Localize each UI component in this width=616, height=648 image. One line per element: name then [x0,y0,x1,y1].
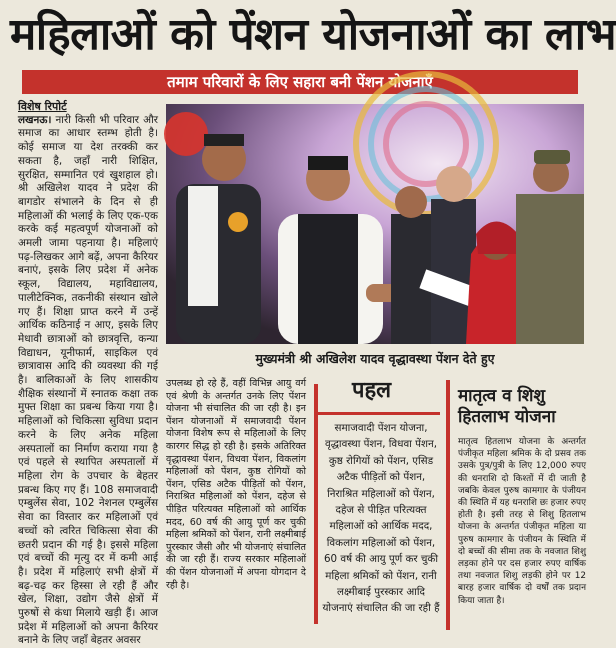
subheadline-banner: तमाम परिवारों के लिए सहारा बनी पेंशन योजनाएँ [22,70,578,94]
pahal-title: पहल [352,378,392,403]
news-photo [166,104,584,344]
headline: महिलाओं को पेंशन योजनाओं का लाभ [10,9,616,60]
byline: विशेष रिपोर्ट [18,100,67,113]
left-column [18,100,158,647]
left-column-text: नारी किसी भी परिवार और समाज का आधार स्तम्भ होती है। कोई समाज या देश तरक्की कर सकता है, जहाँ नारी शिक्षित, सुरक्षित, सम्मानित एवं खुशहाल हो। श्री अखिलेश यादव ने प्रदेश की बागडोर संभालने के दिन से ही महिलाओं की भलाई के लिए एक-एक करके कई महत्वपूर्ण योजनाओं को अमली जामा पहनाया है। महिलाएं पढ़-लिखकर आगे बढ़ें, अपना कैरियर बनाएं, इसके लिए प्रदेश में अनेक स्कूल, विद्यालय, महाविद्यालय, पालीटेक्निक, तकनीकी संस्थान खोले गए हैं। शिक्षा प्राप्त करने में उन्हें आर्थिक कठिनाई न आए, इसके लिए मेधावी छात्राओं को छात्रवृत्ति, कन्या विद्याधन, यूनीफार्म, साइकिल एवं छात्रावास आदि की व्यवस्था की गई है। बालिकाओं के लिए शासकीय शैक्षिक संस्थानों में स्नातक कक्षा तक मुफ्त शिक्षा का प्रबन्ध किया गया है। महिलाओं को चिकित्सा सुविधा प्रदान करने के लिए अनेक महिला अस्पतालों का निर्माण कराया गया है एवं पहले से स्थापित अस्पतालों में महिला रोग के उपचार के बेहतर प्रबन्ध किए गए हैं। 108 समाजवादी एम्बुलेंस सेवा, 102 नेशनल एम्बुलेंस सेवा का विस्तार कर महिलाओं एवं बच्चों को त्वरित चिकित्सा सेवा की छतरी प्रदान की गई है। इससे महिला एवं बच्चों की मृत्यु दर में कमी आई है। प्रदेश में महिलाएं सभी क्षेत्रों में बढ़-चढ़ कर हिस्सा ले रही हैं और खेल, शिक्षा, उद्योग जैसे क्षेत्रों में पुरुषों से कंधा मिलाये खड़ी हैं। आज प्रदेश में महिलाओं को अपना कैरियर बनाने के लिए जहाँ बेहतर अवसर [18,113,158,647]
pahal-box-left-rule [314,384,318,624]
left-column-paragraph [18,114,158,648]
maternity-box-left-rule [446,380,450,630]
dateline: लखनऊ। [18,113,52,126]
middle-column [166,378,306,634]
pahal-box-top-rule [314,412,440,415]
maternity-title: मातृत्व व शिशु हितलाभ योजना [458,386,556,427]
maternity-box [448,380,588,632]
pahal-title-row [310,376,442,406]
pahal-text: समाजवादी पेंशन योजना, वृद्धावस्था पेंशन, विधवा पेंशन, कुष्ठ रोगियों को पेंशन, एसिड अटैक पीड़ितों को पेंशन, निराश्रित महिलाओं को पेंशन, दहेज से पीड़ित परित्यक्त महिलाओं को आर्थिक मदद, विकलांग महिलाओं को पेंशन, 60 वर्ष की आयु पूर्ण कर चुकी महिला श्रमिकों को पेंशन, रानी लक्ष्मीबाई पुरस्कार आदि योजनाएं संचालित की जा रही हैं [322,422,440,615]
middle-column-text: उपलब्ध हो रहे हैं, वहीं विभिन्न आयु वर्ग एवं श्रेणी के अन्तर्गत उनके लिए पेंशन योजना भी संचालित की जा रही है। इन पेंशन योजनाओं में समाजवादी पेंशन योजना विशेष रूप से महिलाओं के लिए कारगर सिद्ध हो रही है। इसके अतिरिक्त वृद्धावस्था पेंशन, विधवा पेंशन, विकलांग महिलाओं को पेंशन, कुष्ठ रोगियों को पेंशन, एसिड अटैक पीड़ितों को पेंशन, निराश्रित महिलाओं को पेंशन, दहेज से पीड़ित परित्यक्त महिलाओं को आर्थिक मदद, 60 वर्ष की आयु पूर्ण कर चुकी महिला श्रमिकों को पेंशन, रानी लक्ष्मीबाई पुरस्कार जैसी और भी योजनाएं संचालित की जा रही हैं। राज्य सरकार महिलाओं की पेंशन योजनाओं में अपना योगदान दे रही है। [166,378,306,591]
maternity-text: मातृत्व हितलाभ योजना के अन्तर्गत पंजीकृत महिला श्रमिक के दो प्रसव तक उसके पुत्र/पुत्री के लिए 12,000 रुपए की धनराशि दो किश्तों में दी जाती है जबकि केवल पुरुष कामगार के पंजीयन की स्थिति में यह धनराशि छः हजार रुपए होती है। इसी तरह से शिशु हितलाभ योजना के अन्तर्गत पंजीकृत महिला या पुरुष कामगार के पंजीयन के स्थिति में दो बच्चों की सीमा तक के नवजात शिशु लड़का होने पर दस हजार रुपए वार्षिक तथा नवजात शिशु लड़की होने पर 12 बारह हजार वार्षिक दो वर्षों तक प्रदान किया जाता है। [458,437,586,606]
news-photo-illustration [166,104,584,344]
pahal-box [310,376,442,632]
photo-caption: मुख्यमंत्री श्री अखिलेश यादव वृद्धावस्था पेंशन देते हुए [255,351,495,366]
